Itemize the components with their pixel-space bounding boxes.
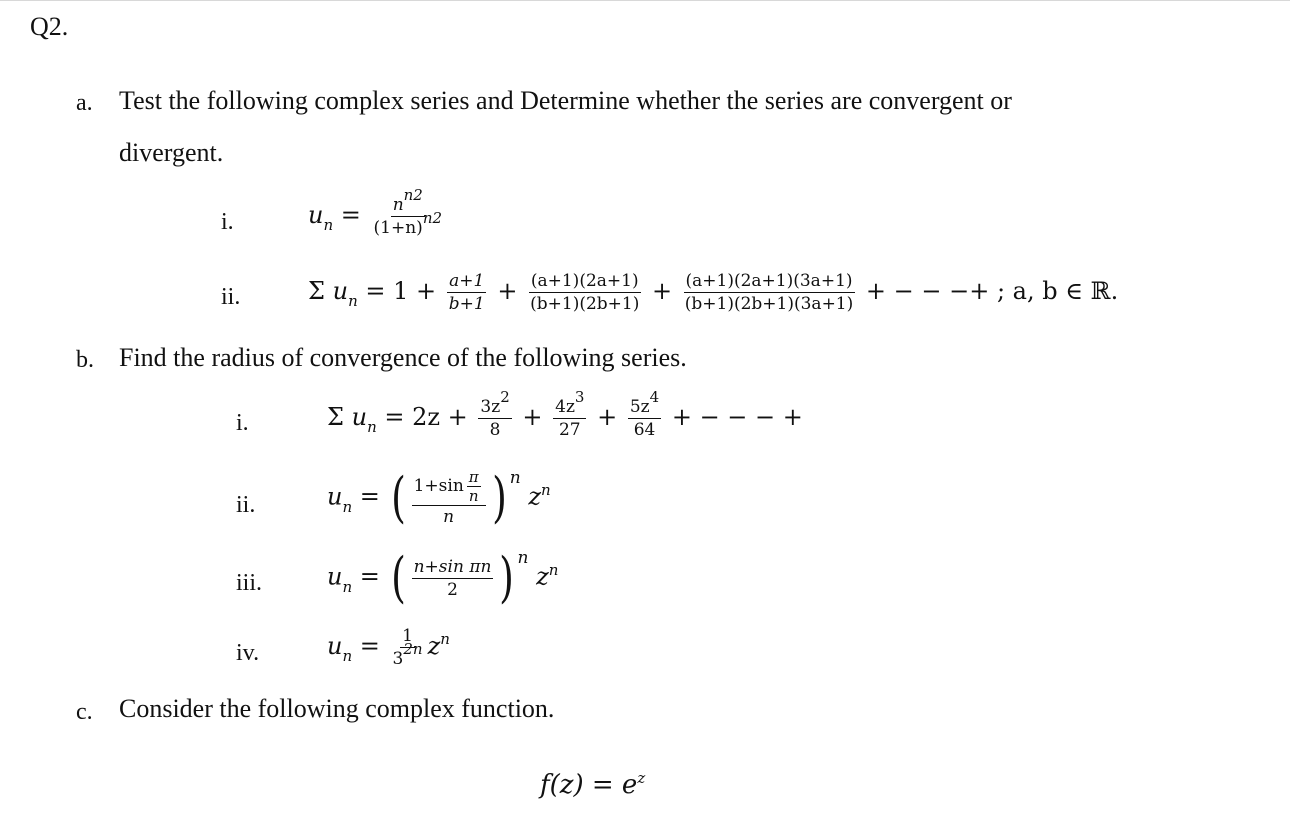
plus-sign: + (522, 403, 543, 431)
question-label: Q2. (30, 12, 69, 41)
fraction-1-num: a+1 (449, 271, 485, 291)
equals-sign: = (359, 482, 380, 511)
outer-exponent: n (509, 467, 521, 488)
numerator-text: 1+sin (413, 476, 464, 496)
z-exponent: n (440, 630, 450, 648)
part-a-item1-formula (308, 186, 447, 239)
part-c-text-line1: Consider the following complex function. (119, 694, 555, 723)
numerator-exponent: n2 (403, 186, 423, 204)
part-a-item2-marker: ii. (221, 284, 241, 310)
part-c-marker: c. (76, 699, 93, 725)
denominator-base: 3 (392, 649, 404, 669)
lhs-subscript: n (342, 577, 353, 596)
fraction (372, 186, 445, 239)
sigma-symbol: Σ (308, 277, 325, 305)
part-b-marker: b. (76, 347, 94, 373)
fraction (412, 468, 486, 528)
part-a-marker: a. (76, 90, 93, 116)
lhs-u: u (351, 403, 368, 431)
series-tail: + − − −+ ; a, b ∈ ℝ. (865, 277, 1119, 305)
close-paren: ) (499, 546, 515, 609)
z-variable: z (536, 562, 549, 591)
denominator: 2 (447, 579, 458, 600)
fraction (391, 625, 425, 670)
denominator: n (443, 507, 455, 527)
function-lhs: f(z) = e (540, 770, 638, 800)
outer-exponent: n (517, 547, 529, 568)
lhs-subscript: n (348, 292, 358, 310)
part-b-item2-marker: ii. (236, 492, 256, 518)
part-b-item4-marker: iv. (236, 640, 260, 666)
part-b-text-line1: Find the radius of convergence of the following series. (119, 343, 687, 372)
equals-sign: = (340, 201, 361, 229)
z-variable: z (427, 632, 441, 660)
fraction-1 (447, 270, 487, 315)
top-rule (0, 0, 1290, 1)
series-tail: + − − − + (671, 403, 803, 431)
pi-over-n (467, 468, 481, 505)
fraction (412, 556, 494, 601)
lhs-u: u (308, 201, 324, 229)
open-paren: ( (390, 546, 406, 609)
equals-sign: = (359, 562, 380, 591)
equals-one-plus: = 1 + (365, 277, 437, 305)
part-a-text-line1: Test the following complex series and Determine whether the series are convergent or (119, 86, 1012, 115)
part-b-item1-marker: i. (236, 410, 249, 436)
fraction-2-num-exp: 3 (574, 388, 585, 406)
part-c-function (540, 770, 645, 803)
fraction-2 (528, 270, 641, 315)
plus-sign: + (597, 403, 618, 431)
lhs-u: u (332, 277, 349, 305)
z-variable: z (528, 482, 541, 511)
fraction-3-den: 64 (633, 420, 656, 440)
numerator: n+sin πn (413, 556, 492, 577)
fraction-3-num: 5z (629, 397, 650, 417)
fraction-2-den: 27 (558, 420, 581, 440)
denominator-base: (1+n) (373, 218, 423, 238)
part-a-item1-marker: i. (221, 209, 234, 235)
denominator-exponent: 2n (403, 640, 423, 658)
equals-sign: = (359, 632, 380, 660)
pi-den: n (468, 487, 479, 505)
fraction-3 (628, 388, 661, 441)
part-a-item2-formula (308, 270, 1118, 315)
numerator-base: n (392, 195, 404, 215)
fraction-1 (478, 388, 511, 441)
numerator: 1 (402, 626, 413, 646)
lhs-u: u (327, 482, 343, 511)
open-paren: ( (390, 466, 406, 529)
fraction-1-num: 3z (480, 397, 501, 417)
fraction-2 (553, 388, 586, 441)
sigma-symbol: Σ (327, 403, 344, 431)
lhs-u: u (327, 632, 343, 660)
fraction-3-num-exp: 4 (649, 388, 660, 406)
fraction-3-num: (a+1)(2a+1)(3a+1) (685, 271, 853, 291)
lhs-subscript: n (342, 647, 353, 665)
fraction-1-num-exp: 2 (500, 388, 510, 406)
plus-sign: + (497, 277, 518, 305)
part-b-item3-formula (327, 546, 559, 609)
close-paren: ) (491, 466, 507, 529)
z-exponent: n (540, 480, 551, 499)
equals-2z-plus: = 2z + (384, 403, 468, 431)
fraction-3-den: (b+1)(2b+1)(3a+1) (684, 294, 854, 314)
lhs-subscript: n (323, 216, 334, 234)
fraction-1-den: b+1 (448, 294, 485, 314)
lhs-u: u (327, 562, 343, 591)
fraction-1-den: 8 (489, 420, 501, 440)
fraction-3 (683, 270, 856, 315)
lhs-subscript: n (367, 418, 377, 436)
plus-sign: + (652, 277, 673, 305)
fraction-2-num: (a+1)(2a+1) (530, 271, 639, 291)
part-b-item3-marker: iii. (236, 570, 263, 596)
lhs-subscript: n (342, 497, 353, 516)
function-exponent: z (637, 769, 646, 787)
z-exponent: n (548, 560, 559, 579)
part-b-item1-formula (327, 388, 803, 441)
part-b-item2-formula (327, 468, 551, 528)
fraction-2-den: (b+1)(2b+1) (530, 294, 640, 314)
fraction-2-num: 4z (555, 397, 575, 417)
pi-num: π (468, 468, 479, 486)
part-a-text-line2: divergent. (119, 138, 224, 167)
part-b-item4-formula (327, 625, 450, 670)
denominator-exponent: n2 (422, 209, 443, 227)
